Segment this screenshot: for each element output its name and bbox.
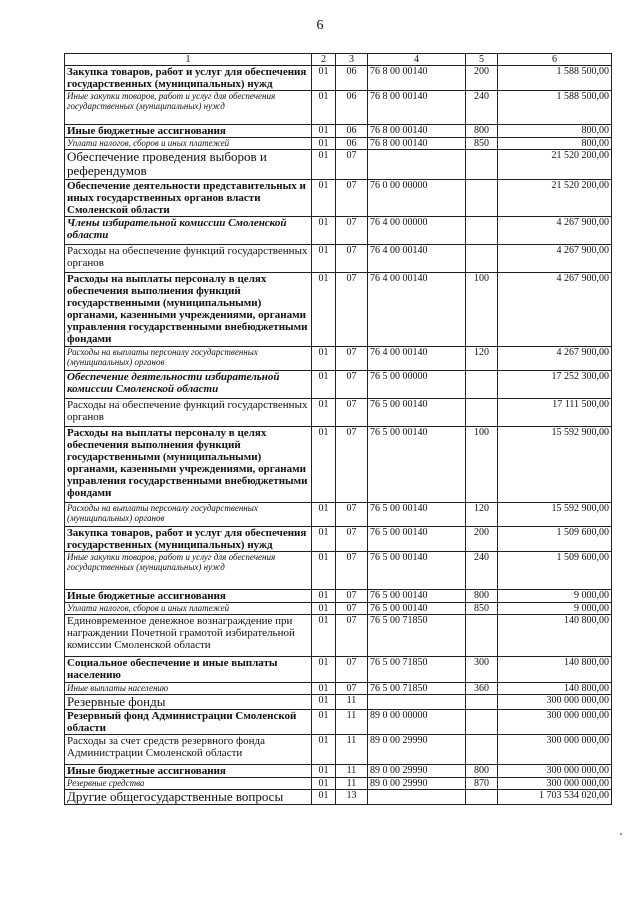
row-section-code: 01 bbox=[312, 790, 336, 805]
row-section-code: 01 bbox=[312, 91, 336, 125]
row-target-article-code: 89 0 00 29990 bbox=[368, 735, 466, 765]
row-expense-type-code: 850 bbox=[466, 603, 498, 615]
row-target-article-code: 76 8 00 00140 bbox=[368, 138, 466, 150]
row-subsection-code: 07 bbox=[336, 527, 368, 552]
row-section-code: 01 bbox=[312, 657, 336, 683]
row-expense-type-code bbox=[466, 371, 498, 399]
row-subsection-code: 11 bbox=[336, 710, 368, 735]
row-section-code: 01 bbox=[312, 125, 336, 138]
row-amount: 300 000 000,00 bbox=[498, 765, 612, 778]
row-section-code: 01 bbox=[312, 735, 336, 765]
row-description: Иные выплаты населению bbox=[65, 683, 312, 695]
row-amount: 300 000 000,00 bbox=[498, 735, 612, 765]
table-row bbox=[65, 710, 612, 735]
row-section-code: 01 bbox=[312, 347, 336, 371]
row-target-article-code: 76 5 00 00140 bbox=[368, 503, 466, 527]
row-description: Иные бюджетные ассигнования bbox=[65, 765, 312, 778]
row-expense-type-code: 200 bbox=[466, 66, 498, 91]
table-row bbox=[65, 778, 612, 790]
row-description: Расходы на обеспечение функций государственных органов bbox=[65, 399, 312, 427]
row-amount: 1 588 500,00 bbox=[498, 66, 612, 91]
row-target-article-code bbox=[368, 790, 466, 805]
row-expense-type-code: 100 bbox=[466, 427, 498, 503]
row-description: Социальное обеспечение и иные выплаты населению bbox=[65, 657, 312, 683]
row-amount: 21 520 200,00 bbox=[498, 150, 612, 180]
header-col-3: 3 bbox=[336, 54, 368, 66]
row-expense-type-code bbox=[466, 399, 498, 427]
row-target-article-code: 76 8 00 00140 bbox=[368, 91, 466, 125]
row-expense-type-code bbox=[466, 150, 498, 180]
row-expense-type-code bbox=[466, 615, 498, 657]
row-target-article-code: 89 0 00 29990 bbox=[368, 778, 466, 790]
row-target-article-code: 76 5 00 00140 bbox=[368, 552, 466, 590]
table-row bbox=[65, 503, 612, 527]
table-row bbox=[65, 695, 612, 710]
row-expense-type-code bbox=[466, 217, 498, 245]
row-description: Уплата налогов, сборов и иных платежей bbox=[65, 138, 312, 150]
row-amount: 140 800,00 bbox=[498, 615, 612, 657]
row-section-code: 01 bbox=[312, 217, 336, 245]
table-row bbox=[65, 527, 612, 552]
row-amount: 1 509 600,00 bbox=[498, 552, 612, 590]
row-amount: 1 588 500,00 bbox=[498, 91, 612, 125]
table-row bbox=[65, 590, 612, 603]
row-expense-type-code: 300 bbox=[466, 657, 498, 683]
row-section-code: 01 bbox=[312, 66, 336, 91]
row-amount: 15 592 900,00 bbox=[498, 503, 612, 527]
table-row bbox=[65, 683, 612, 695]
row-subsection-code: 07 bbox=[336, 180, 368, 217]
row-subsection-code: 07 bbox=[336, 273, 368, 347]
row-description: Обеспечение деятельности избирательной комиссии Смоленской области bbox=[65, 371, 312, 399]
row-target-article-code: 76 4 00 00140 bbox=[368, 245, 466, 273]
row-expense-type-code: 360 bbox=[466, 683, 498, 695]
row-amount: 4 267 900,00 bbox=[498, 245, 612, 273]
row-description: Уплата налогов, сборов и иных платежей bbox=[65, 603, 312, 615]
row-target-article-code: 76 5 00 00140 bbox=[368, 590, 466, 603]
row-subsection-code: 07 bbox=[336, 552, 368, 590]
row-section-code: 01 bbox=[312, 180, 336, 217]
table-row bbox=[65, 399, 612, 427]
table-row bbox=[65, 735, 612, 765]
row-target-article-code: 76 4 00 00000 bbox=[368, 217, 466, 245]
row-subsection-code: 07 bbox=[336, 590, 368, 603]
row-amount: 300 000 000,00 bbox=[498, 695, 612, 710]
row-description: Расходы на выплаты персоналу государственных (муниципальных) органов bbox=[65, 347, 312, 371]
row-expense-type-code: 120 bbox=[466, 503, 498, 527]
row-expense-type-code bbox=[466, 695, 498, 710]
row-section-code: 01 bbox=[312, 527, 336, 552]
row-section-code: 01 bbox=[312, 273, 336, 347]
table-row bbox=[65, 66, 612, 91]
row-expense-type-code: 870 bbox=[466, 778, 498, 790]
row-target-article-code bbox=[368, 695, 466, 710]
row-section-code: 01 bbox=[312, 765, 336, 778]
row-target-article-code: 76 5 00 71850 bbox=[368, 615, 466, 657]
row-description: Обеспечение деятельности представительных и иных государственных органов власти Смоленской области bbox=[65, 180, 312, 217]
table-row bbox=[65, 765, 612, 778]
row-section-code: 01 bbox=[312, 245, 336, 273]
row-section-code: 01 bbox=[312, 503, 336, 527]
row-subsection-code: 07 bbox=[336, 245, 368, 273]
row-description: Иные бюджетные ассигнования bbox=[65, 590, 312, 603]
row-description: Расходы на выплаты персоналу в целях обеспечения выполнения функций государственными (муниципальными) органами, казенными учреждениями, органами управления государственными внебюджетными фондами bbox=[65, 427, 312, 503]
row-subsection-code: 07 bbox=[336, 399, 368, 427]
row-expense-type-code bbox=[466, 180, 498, 217]
row-target-article-code: 76 5 00 71850 bbox=[368, 657, 466, 683]
row-section-code: 01 bbox=[312, 603, 336, 615]
row-target-article-code: 76 5 00 00000 bbox=[368, 371, 466, 399]
header-col-5: 5 bbox=[466, 54, 498, 66]
row-subsection-code: 07 bbox=[336, 150, 368, 180]
row-expense-type-code: 800 bbox=[466, 590, 498, 603]
row-target-article-code: 76 4 00 00140 bbox=[368, 347, 466, 371]
row-description: Расходы за счет средств резервного фонда Администрации Смоленской области bbox=[65, 735, 312, 765]
row-subsection-code: 06 bbox=[336, 66, 368, 91]
table-row bbox=[65, 615, 612, 657]
row-subsection-code: 11 bbox=[336, 765, 368, 778]
row-target-article-code: 89 0 00 00000 bbox=[368, 710, 466, 735]
header-col-1: 1 bbox=[65, 54, 312, 66]
row-amount: 140 800,00 bbox=[498, 657, 612, 683]
table-row bbox=[65, 180, 612, 217]
row-expense-type-code: 100 bbox=[466, 273, 498, 347]
row-description: Закупка товаров, работ и услуг для обеспечения государственных (муниципальных) нужд bbox=[65, 527, 312, 552]
row-expense-type-code: 240 bbox=[466, 552, 498, 590]
row-description: Закупка товаров, работ и услуг для обеспечения государственных (муниципальных) нужд bbox=[65, 66, 312, 91]
row-section-code: 01 bbox=[312, 399, 336, 427]
row-section-code: 01 bbox=[312, 710, 336, 735]
row-description: Иные бюджетные ассигнования bbox=[65, 125, 312, 138]
row-subsection-code: 11 bbox=[336, 778, 368, 790]
row-amount: 1 509 600,00 bbox=[498, 527, 612, 552]
row-target-article-code: 76 5 00 00140 bbox=[368, 527, 466, 552]
table-row bbox=[65, 347, 612, 371]
row-expense-type-code: 850 bbox=[466, 138, 498, 150]
row-amount: 15 592 900,00 bbox=[498, 427, 612, 503]
scan-speck bbox=[620, 833, 622, 835]
row-subsection-code: 07 bbox=[336, 615, 368, 657]
table-row bbox=[65, 790, 612, 805]
row-section-code: 01 bbox=[312, 683, 336, 695]
row-expense-type-code: 800 bbox=[466, 765, 498, 778]
row-target-article-code bbox=[368, 150, 466, 180]
row-amount: 4 267 900,00 bbox=[498, 217, 612, 245]
row-section-code: 01 bbox=[312, 138, 336, 150]
row-description: Резервные средства bbox=[65, 778, 312, 790]
table-row bbox=[65, 273, 612, 347]
row-section-code: 01 bbox=[312, 427, 336, 503]
row-amount: 21 520 200,00 bbox=[498, 180, 612, 217]
row-section-code: 01 bbox=[312, 615, 336, 657]
row-subsection-code: 07 bbox=[336, 427, 368, 503]
row-amount: 300 000 000,00 bbox=[498, 710, 612, 735]
row-description: Резервный фонд Администрации Смоленской области bbox=[65, 710, 312, 735]
row-expense-type-code bbox=[466, 790, 498, 805]
row-subsection-code: 07 bbox=[336, 347, 368, 371]
row-amount: 17 252 300,00 bbox=[498, 371, 612, 399]
row-expense-type-code: 240 bbox=[466, 91, 498, 125]
row-description: Расходы на выплаты персоналу в целях обеспечения выполнения функций государственными (муниципальными) органами, казенными учреждениями, органами управления государственными внебюджетными фондами bbox=[65, 273, 312, 347]
table-row bbox=[65, 150, 612, 180]
table-row bbox=[65, 371, 612, 399]
row-section-code: 01 bbox=[312, 590, 336, 603]
row-amount: 800,00 bbox=[498, 138, 612, 150]
row-target-article-code: 76 4 00 00140 bbox=[368, 273, 466, 347]
row-description: Иные закупки товаров, работ и услуг для обеспечения государственных (муниципальных) нужд bbox=[65, 91, 312, 125]
row-target-article-code: 76 5 00 00140 bbox=[368, 427, 466, 503]
row-description: Иные закупки товаров, работ и услуг для обеспечения государственных (муниципальных) нужд bbox=[65, 552, 312, 590]
row-subsection-code: 07 bbox=[336, 371, 368, 399]
row-description: Резервные фонды bbox=[65, 695, 312, 710]
row-description: Единовременное денежное вознаграждение при награждении Почетной грамотой избирательной комиссии Смоленской области bbox=[65, 615, 312, 657]
row-amount: 140 800,00 bbox=[498, 683, 612, 695]
row-amount: 1 703 534 020,00 bbox=[498, 790, 612, 805]
table-header-row bbox=[65, 54, 612, 66]
table-row bbox=[65, 125, 612, 138]
row-target-article-code: 89 0 00 29990 bbox=[368, 765, 466, 778]
row-subsection-code: 07 bbox=[336, 603, 368, 615]
row-section-code: 01 bbox=[312, 371, 336, 399]
row-expense-type-code bbox=[466, 245, 498, 273]
row-subsection-code: 07 bbox=[336, 683, 368, 695]
table-row bbox=[65, 245, 612, 273]
row-target-article-code: 76 8 00 00140 bbox=[368, 125, 466, 138]
row-expense-type-code: 120 bbox=[466, 347, 498, 371]
row-amount: 300 000 000,00 bbox=[498, 778, 612, 790]
row-section-code: 01 bbox=[312, 150, 336, 180]
budget-table bbox=[64, 53, 612, 805]
row-description: Члены избирательной комиссии Смоленской области bbox=[65, 217, 312, 245]
row-subsection-code: 06 bbox=[336, 91, 368, 125]
table-row bbox=[65, 91, 612, 125]
row-subsection-code: 11 bbox=[336, 735, 368, 765]
row-section-code: 01 bbox=[312, 695, 336, 710]
row-expense-type-code: 800 bbox=[466, 125, 498, 138]
row-target-article-code: 76 8 00 00140 bbox=[368, 66, 466, 91]
header-col-2: 2 bbox=[312, 54, 336, 66]
row-amount: 9 000,00 bbox=[498, 590, 612, 603]
row-subsection-code: 13 bbox=[336, 790, 368, 805]
row-amount: 4 267 900,00 bbox=[498, 273, 612, 347]
row-subsection-code: 07 bbox=[336, 503, 368, 527]
row-expense-type-code: 200 bbox=[466, 527, 498, 552]
row-amount: 17 111 500,00 bbox=[498, 399, 612, 427]
row-section-code: 01 bbox=[312, 778, 336, 790]
row-expense-type-code bbox=[466, 735, 498, 765]
table-row bbox=[65, 552, 612, 590]
row-subsection-code: 07 bbox=[336, 657, 368, 683]
header-col-4: 4 bbox=[368, 54, 466, 66]
table-row bbox=[65, 427, 612, 503]
table-row bbox=[65, 217, 612, 245]
row-expense-type-code bbox=[466, 710, 498, 735]
row-amount: 800,00 bbox=[498, 125, 612, 138]
row-description: Другие общегосударственные вопросы bbox=[65, 790, 312, 805]
table-row bbox=[65, 603, 612, 615]
table-row bbox=[65, 138, 612, 150]
row-target-article-code: 76 5 00 00140 bbox=[368, 603, 466, 615]
row-subsection-code: 11 bbox=[336, 695, 368, 710]
row-target-article-code: 76 5 00 00140 bbox=[368, 399, 466, 427]
table-row bbox=[65, 657, 612, 683]
row-amount: 9 000,00 bbox=[498, 603, 612, 615]
row-description: Расходы на выплаты персоналу государственных (муниципальных) органов bbox=[65, 503, 312, 527]
header-col-6: 6 bbox=[498, 54, 612, 66]
row-subsection-code: 06 bbox=[336, 125, 368, 138]
row-section-code: 01 bbox=[312, 552, 336, 590]
row-subsection-code: 07 bbox=[336, 217, 368, 245]
row-description: Обеспечение проведения выборов и референдумов bbox=[65, 150, 312, 180]
row-target-article-code: 76 0 00 00000 bbox=[368, 180, 466, 217]
row-amount: 4 267 900,00 bbox=[498, 347, 612, 371]
page-number: 6 bbox=[316, 18, 324, 33]
row-description: Расходы на обеспечение функций государственных органов bbox=[65, 245, 312, 273]
row-target-article-code: 76 5 00 71850 bbox=[368, 683, 466, 695]
row-subsection-code: 06 bbox=[336, 138, 368, 150]
